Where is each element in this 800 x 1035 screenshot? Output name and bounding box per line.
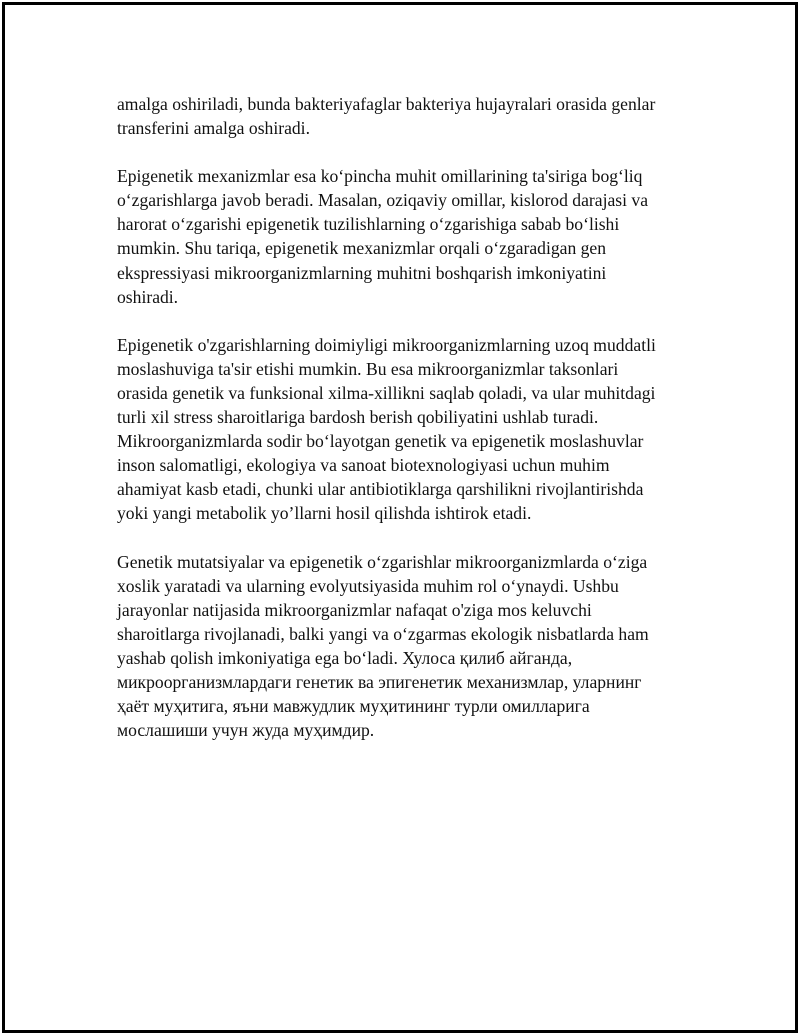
text-line: sharoitlarga rivojlanadi, balki yangi va o‘zgarmas ekologik nisbatlarda ham xyxy=(117,623,649,644)
text-line: ahamiyat kasb etadi, chunki ular antibiotiklarga qarshilikni rivojlantirishda xyxy=(117,479,644,500)
text-line: микроорганизмлардаги генетик ва эпигенетик механизмлар, уларнинг xyxy=(117,671,642,692)
text-line: mumkin. Shu tariqa, epigenetik mexanizmlar orqali o‘zgaradigan gen xyxy=(117,238,607,259)
text-line: Epigenetik o'zgarishlarning doimiyligi mikroorganizmlarning uzoq muddatli xyxy=(117,334,656,355)
paragraph-1 xyxy=(117,92,687,140)
text-line: yoki yangi metabolik yo’llarni hosil qilishda ishtirok etadi. xyxy=(117,503,532,524)
text-line: inson salomatligi, ekologiya va sanoat biotexnologiyasi uchun muhim xyxy=(117,455,610,476)
text-line: мослашиши учун жуда муҳимдир. xyxy=(117,720,375,741)
text-line: harorat o‘zgarishi epigenetik tuzilishlarning o‘zgarishiga sabab bo‘lishi xyxy=(117,214,620,235)
paragraph-2 xyxy=(117,164,687,309)
text-line: oshiradi. xyxy=(117,286,179,307)
text-line: ekspressiyasi mikroorganizmlarning muhitni boshqarish imkoniyatini xyxy=(117,262,607,283)
text-line: orasida genetik va funksional xilma-xillikni saqlab qoladi, va ular muhitdagi xyxy=(117,382,656,403)
text-line: yashab qolish imkoniyatiga ega bo‘ladi. Хулоса қилиб айганда, xyxy=(117,647,573,668)
text-line: o‘zgarishlarga javob beradi. Masalan, oziqaviy omillar, kislorod darajasi va xyxy=(117,190,649,211)
document-body xyxy=(117,92,687,766)
text-line: xoslik yaratadi va ularning evolyutsiyasida muhim rol o‘ynaydi. Ushbu xyxy=(117,575,619,596)
text-line: Epigenetik mexanizmlar esa ko‘pincha muhit omillarining ta'siriga bog‘liq xyxy=(117,166,643,187)
text-line: transferini amalga oshiradi. xyxy=(117,118,310,139)
text-line: turli xil stress sharoitlariga bardosh berish qobiliyatini ushlab turadi. xyxy=(117,407,599,428)
paragraph-4 xyxy=(117,550,687,743)
text-line: amalga oshiriladi, bunda bakteriyafaglar bakteriya hujayralari orasida genlar xyxy=(117,94,656,114)
text-line: moslashuviga ta'sir etishi mumkin. Bu esa mikroorganizmlar taksonlari xyxy=(117,358,619,379)
text-line: ҳаёт муҳитига, яъни мавжудлик муҳитининг турли омилларига xyxy=(117,696,590,717)
text-line: Genetik mutatsiyalar va epigenetik o‘zgarishlar mikroorganizmlarda o‘ziga xyxy=(117,551,648,572)
paragraph-3 xyxy=(117,333,687,526)
text-line: Mikroorganizmlarda sodir bo‘layotgan genetik va epigenetik moslashuvlar xyxy=(117,431,644,452)
text-line: jarayonlar natijasida mikroorganizmlar nafaqat o'ziga mos keluvchi xyxy=(117,599,592,620)
